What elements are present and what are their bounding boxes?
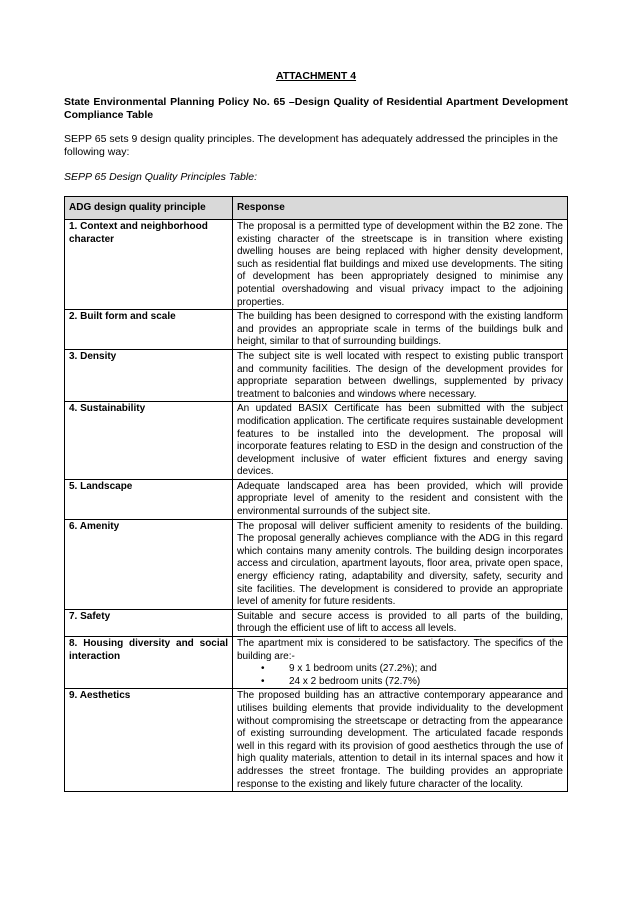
principle-cell: 4. Sustainability [65, 402, 233, 480]
response-cell: The proposal is a permitted type of development within the B2 zone. The existing character of the streetscape is in transition where existing dwelling houses are being replaced with higher density development, such as residential flat buildings and mixed use developments. The siting of development has been appropriately designed to minimise any potential overshadowing and visual privacy impact to the adjoining properties. [233, 220, 568, 310]
intro-paragraph: SEPP 65 sets 9 design quality principles. The development has adequately addressed the principles in the following way: [64, 133, 559, 158]
list-item: • 24 x 2 bedroom units (72.7%) [289, 676, 563, 689]
table-row [65, 519, 568, 609]
table-row [65, 479, 568, 519]
table-row [65, 689, 568, 792]
table-row [65, 402, 568, 480]
unit-mix-list [237, 663, 563, 688]
table-row [65, 310, 568, 350]
document-heading: State Environmental Planning Policy No. 65 –Design Quality of Residential Apartment Development Compliance Table [64, 96, 568, 121]
principle-cell: 9. Aesthetics [65, 689, 233, 792]
principles-table [64, 196, 568, 792]
table-row [65, 609, 568, 636]
response-cell: Suitable and secure access is provided to all parts of the building, through the efficient use of lift to access all levels. [233, 609, 568, 636]
principle-cell: 6. Amenity [65, 519, 233, 609]
table-row [65, 637, 568, 689]
principle-cell: 2. Built form and scale [65, 310, 233, 350]
principle-cell [65, 637, 233, 689]
principle-cell: 1. Context and neighborhood character [65, 220, 233, 310]
principle-cell: 5. Landscape [65, 479, 233, 519]
principle-cell: 3. Density [65, 349, 233, 401]
table-row [65, 349, 568, 401]
principle-text: 8. Housing diversity and social interaction [69, 638, 228, 662]
header-response: Response [233, 197, 568, 220]
table-header-row [65, 197, 568, 220]
response-cell: An updated BASIX Certificate has been submitted with the subject modification application. The certificate requires sustainable development features to be installed into the development. The proposal will incorporate features relating to ESD in the design and construction of the development inclusive of water efficient fixtures and energy saving devices. [233, 402, 568, 480]
response-cell: The proposal will deliver sufficient amenity to residents of the building. The proposal generally achieves compliance with the ADG in this regard which contains many amenity controls. The building design incorporates access and circulation, apartment layouts, floor area, private open space, energy efficiency rating, adaptability and diversity, safety, security and site facilities. The development is considered to provide an appropriate level of amenity for future residents. [233, 519, 568, 609]
table-caption: SEPP 65 Design Quality Principles Table: [64, 171, 257, 183]
table-row [65, 220, 568, 310]
list-item: • 9 x 1 bedroom units (27.2%); and [289, 663, 563, 676]
response-text: The apartment mix is considered to be satisfactory. The specifics of the building are:- [237, 638, 563, 662]
attachment-title: ATTACHMENT 4 [275, 70, 357, 82]
header-principle: ADG design quality principle [65, 197, 233, 220]
response-cell: The subject site is well located with respect to existing public transport and community facilities. The design of the development provides for appropriate separation between dwellings, supplemented by privacy treatment to balconies and windows where necessary. [233, 349, 568, 401]
response-cell: Adequate landscaped area has been provided, which will provide appropriate level of amenity to the resident and consistent with the environmental surrounds of the subject site. [233, 479, 568, 519]
principle-cell: 7. Safety [65, 609, 233, 636]
response-cell [233, 637, 568, 689]
response-cell: The building has been designed to correspond with the existing landform and provides an appropriate scale in terms of the buildings bulk and height, similar to that of surrounding buildings. [233, 310, 568, 350]
response-cell: The proposed building has an attractive contemporary appearance and utilises building elements that provide individuality to the development without compromising the streetscape or detracting from the appearance of existing surrounding development. The articulated facade responds well in this regard with its provision of good aesthetics through the use of high quality materials, attention to detail in its internal spaces and how it addresses the street frontage. The building provides an appropriate response to the existing and likely future character of the locality. [233, 689, 568, 792]
